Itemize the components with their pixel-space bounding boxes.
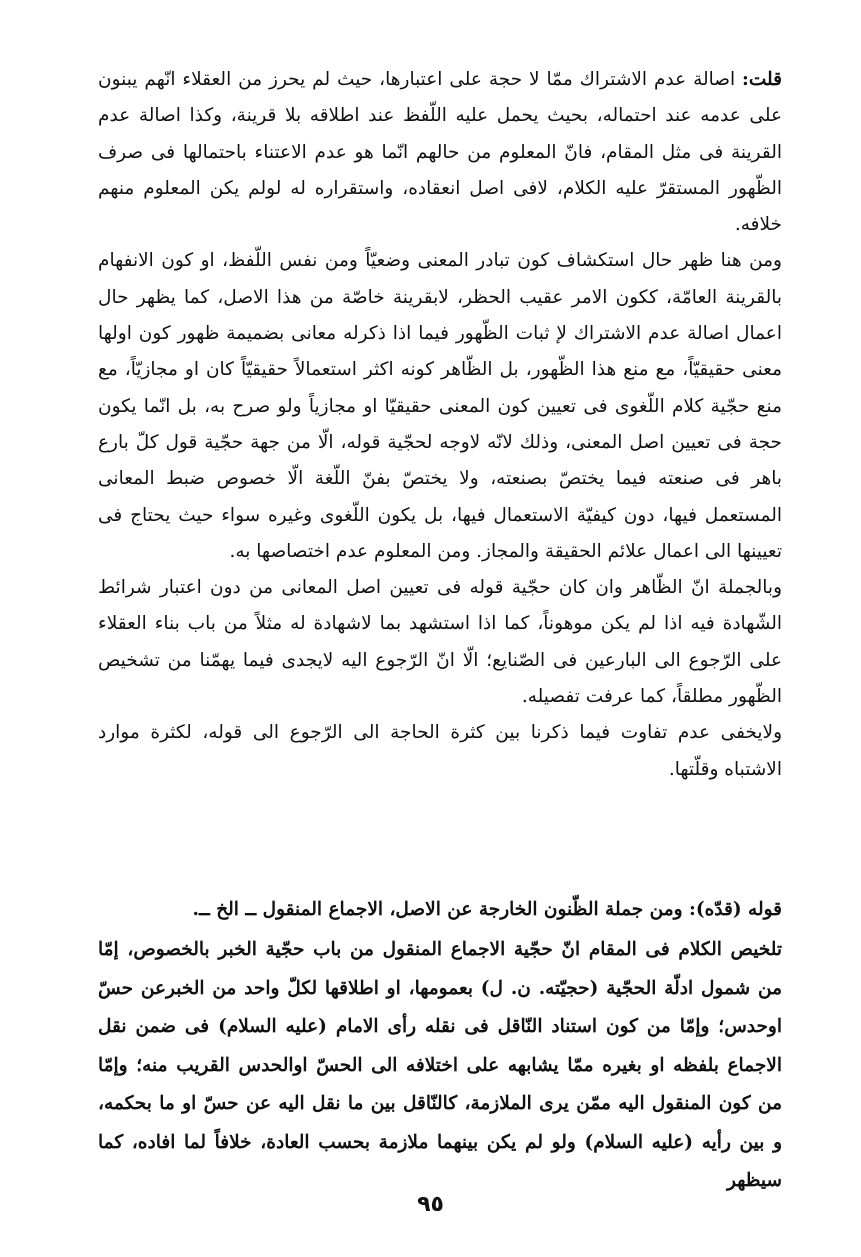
paragraph-4 (98, 715, 782, 788)
page-number: ٩٥ (417, 1192, 444, 1217)
paragraph-1 (98, 62, 782, 243)
paragraph-text: اصالة عدم الاشتراك ممّا لا حجة على اعتبارها، حيث لم يحرز من العقلاء انّهم يبنون على عدمه عند احتماله، بحيث يحمل عليه اللّفظ عند اطلاقه بلا قرينة، وكذا اصالة عدم القرينة فى مثل المقام، فانّ المعلوم من حالهم انّما هو عدم الاعتناء باحتمالها فى صرف الظّهور المستقرّ عليه الكلام، لافى اصل انعقاده، واستقراره له لولم يكن المعلوم منهم خلافه. (98, 69, 782, 236)
paragraph-2 (98, 243, 782, 570)
commentary-line: إمّا من شمول ادلّة الحجّية (حجيّته. ن. ل) بعمومها، او اطلاقها لكلّ واحد من الخبرعن (98, 939, 782, 999)
commentary-section (98, 891, 782, 1201)
paragraph-text: وبالجملة انّ الظّاهر وان كان حجّية قوله فى تعيين اصل المعانى من دون اعتبار شرائط الشّهادة فيه اذا لم يكن موهوناً، كما اذا استشهد بما لاشهادة له مثلاً من باب بناء العقلاء على الرّجوع الى البارعين فى الصّنايع؛ الّا انّ الرّجوع اليه لايجدى فيما يهمّنا من تشخيص الظّهور مطلقاً، كما عرفت تفصيله. (98, 577, 782, 708)
commentary-line: تلخيص الكلام فى المقام انّ حجّية الاجماع المنقول من باب حجّية الخبر بالخصوص، (127, 939, 782, 960)
commentary-heading: قوله (قدّه): ومن جملة الظّنون الخارجة عن الاصل، الاجماع المنقول ــ الخ ــ. (192, 899, 782, 920)
body-text (98, 62, 782, 788)
paragraph-text: ومن هنا ظهر حال استكشاف كون تبادر المعنى وضعيّاً ومن نفس اللّفظ، او كون الانفهام بالقرينة العامّة، ككون الامر عقيب الحظر، لابقرينة خاصّة من هذا الاصل، كما يظهر حال اعمال اصالة عدم الاشتراك لإ ثبات الظّهور فيما اذا ذكرله معانى بضميمة ظهور كون اولها معنى حقيقيّاً، مع منع هذا الظّهور، بل الظّاهر كونه اكثر استعمالاً حقيقيّاً كان او مجازيّاً، مع منع حجّية كلام اللّغوى فى تعيين كون المعنى حقيقيّا او مجازياً ولو صرح به، بل انّما يكون حجة فى تعيين اصل المعنى، وذلك لانّه لاوجه لحجّية قوله، الّا من جهة حجّية قول كلّ بارع باهر فى صنعته فيما يختصّ بصنعته، ولا يختصّ بفنّ اللّغة الّا خصوص ضبط المعانى المستعمل فيها، دون كيفيّة الاستعمال فيها، بل يكون اللّغوى وغيره سواء حيث يحتاج فى تعيينها الى اعمال علائم الحقيقة والمجاز. ومن المعلوم عدم اختصاصها به. (98, 250, 782, 562)
paragraph-3 (98, 570, 782, 715)
paragraph-lead: قلت: (742, 69, 782, 90)
commentary-line: حسّ اوحدس؛ وإمّا من كون استناد النّاقل فى نقله رأى الامام (عليه السلام) فى ضمن (98, 977, 782, 1037)
commentary-line: من كون المنقول اليه ممّن يرى الملازمة، كالنّاقل بين ما نقل اليه عن حسّ او ما بحكمه، و (98, 1093, 782, 1153)
paragraph-text: ولايخفى عدم تفاوت فيما ذكرنا بين كثرة الحاجة الى الرّجوع الى قوله، لكثرة موارد الاشتباه وقلّتها. (98, 722, 782, 780)
commentary-line: نقل الاجماع بلفظه او بغيره ممّا يشابهه على اختلافه الى الحسّ اوالحدس القريب منه؛ وإمّا (98, 1016, 782, 1076)
commentary-text (98, 931, 782, 1201)
commentary-line: بين رأيه (عليه السلام) ولو لم يكن بينهما ملازمة بحسب العادة، خلافاً لما افاده، كما سيظهر (98, 1131, 782, 1191)
